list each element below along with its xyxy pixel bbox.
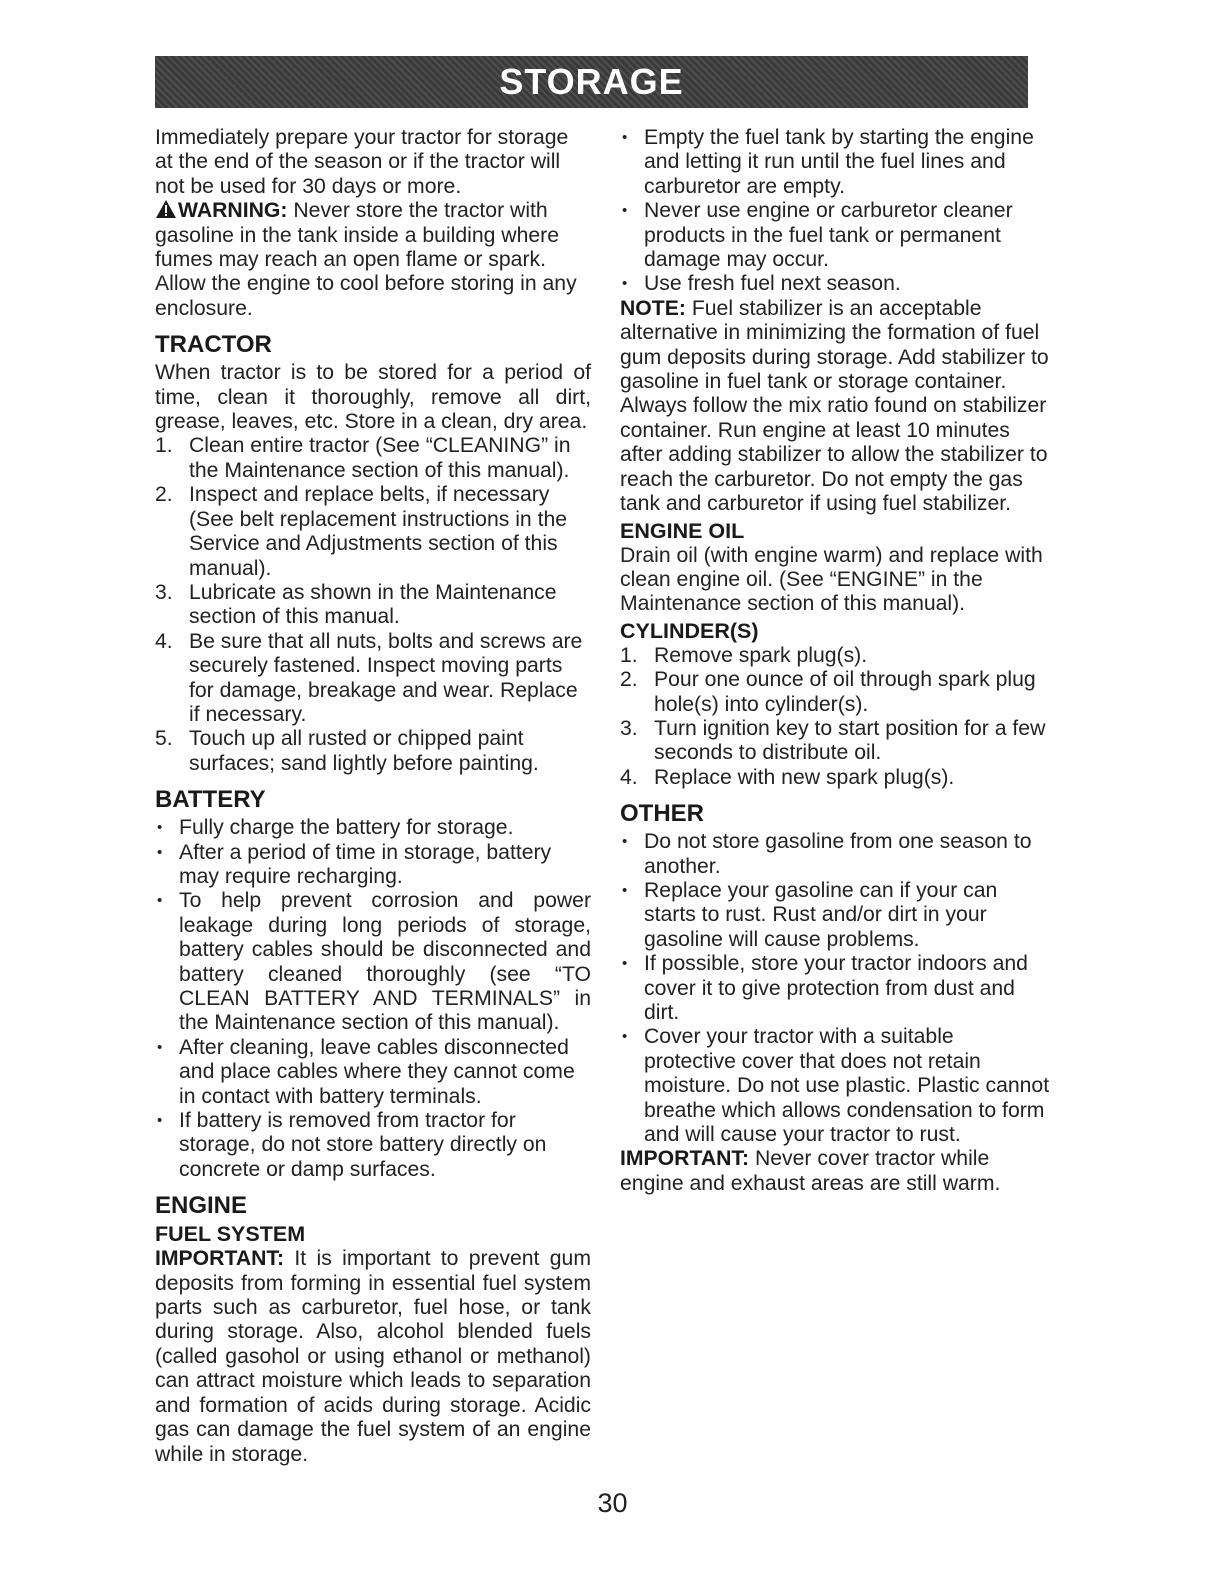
battery-list: [155, 816, 591, 1182]
list-item: • Never use engine or carburetor cleaner products in the fuel tank or permanent damage may occur.: [620, 199, 1050, 272]
page-number: 30: [597, 1488, 628, 1518]
engine-heading: ENGINE: [155, 1192, 248, 1220]
list-item: 2. Pour one ounce of oil through spark plug hole(s) into cylinder(s).: [620, 668, 1036, 716]
other-list: [620, 830, 1050, 1147]
list-item: 4. Be sure that all nuts, bolts and screws are securely fastened. Inspect moving parts for damage, breakage and wear. Replace if necessary.: [155, 629, 583, 726]
intro-paragraph: Immediately prepare your tractor for storage at the end of the season or if the tractor will not be used for 30 days or more.: [155, 126, 569, 198]
right-column: [620, 126, 1050, 1196]
list-item: 2. Inspect and replace belts, if necessary (See belt replacement instructions in the Service and Adjustments section of this manual).: [155, 483, 568, 580]
tractor-paragraph: When tractor is to be stored for a period of time, clean it thoroughly, remove all dirt, grease, leaves, etc. Store in a clean, dry area.: [155, 361, 591, 434]
list-item: 3. Turn ignition key to start position for a few seconds to distribute oil.: [620, 716, 1046, 765]
list-item: 5. Touch up all rusted or chipped paint surfaces; sand lightly before painting.: [155, 727, 539, 775]
list-item: • If possible, store your tractor indoors and cover it to give protection from dust and dirt.: [620, 952, 1050, 1025]
other-heading: OTHER: [620, 800, 704, 828]
engine-important-paragraph: [155, 1247, 591, 1467]
list-item: 4. Replace with new spark plug(s).: [620, 765, 955, 789]
battery-heading: BATTERY: [155, 786, 266, 814]
note-paragraph: [620, 297, 1050, 517]
engine-oil-heading: ENGINE OIL: [620, 518, 745, 543]
warning-paragraph: [155, 199, 591, 321]
warning-text: Never store the tractor with gasoline in the tank inside a building where fumes may reach an open flame or spark. Allow the engine to cool before storing in any enclosure.: [155, 199, 577, 320]
list-item: 1. Clean entire tractor (See “CLEANING” in the Maintenance section of this manual).: [155, 434, 571, 482]
left-column: [155, 126, 591, 1467]
other-important-paragraph: [620, 1147, 1050, 1196]
note-label: NOTE:: [620, 296, 686, 320]
important-text: Never cover tractor while engine and exhaust areas are still warm.: [620, 1147, 1001, 1195]
note-text: Fuel stabilizer is an acceptable alternative in minimizing the formation of fuel gum deposits during storage. Add stabilizer to gasoline in fuel tank or storage container. Always follow the mix ratio found on stabilizer container. Run engine at least 10 minutes after adding stabilizer to allow the stabilizer to reach the carburetor. Do not empty the gas tank and carburetor if using fuel stabilizer.: [620, 296, 1049, 516]
engine-oil-paragraph: Drain oil (with engine warm) and replace with clean engine oil. (See “ENGINE” in the Maintenance section of this manual).: [620, 543, 1043, 616]
list-item: • To help prevent corrosion and power leakage during long periods of storage, battery cables should be disconnected and battery cleaned thoroughly (see “TO CLEAN BATTERY AND TERMINALS” in the Maintenance section of this manual).: [155, 889, 591, 1035]
list-item: • Do not store gasoline from one season to another.: [620, 830, 1050, 879]
warning-label: WARNING:: [178, 199, 288, 223]
tractor-steps: [155, 434, 591, 776]
section-banner: [155, 56, 1028, 108]
list-item: 1. Remove spark plug(s).: [620, 643, 868, 667]
list-item: • Use fresh fuel next season.: [620, 272, 1050, 296]
fuel-system-heading: FUEL SYSTEM: [155, 1222, 306, 1247]
fuel-list: [620, 126, 1050, 297]
list-item: • Empty the fuel tank by starting the engine and letting it run until the fuel lines and carburetor are empty.: [620, 126, 1050, 199]
banner-title: STORAGE: [499, 61, 684, 102]
list-item: • After cleaning, leave cables disconnected and place cables where they cannot come in contact with battery terminals.: [155, 1036, 591, 1109]
list-item: • Replace your gasoline can if your can starts to rust. Rust and/or dirt in your gasoline will cause problems.: [620, 879, 1050, 952]
tractor-heading: TRACTOR: [155, 331, 272, 359]
important-label: IMPORTANT:: [155, 1247, 285, 1271]
warning-icon: [155, 199, 177, 219]
list-item: • Cover your tractor with a suitable protective cover that does not retain moisture. Do not use plastic. Plastic cannot breathe which allows condensation to form and will cause your tractor to rust.: [620, 1025, 1050, 1147]
list-item: 3. Lubricate as shown in the Maintenance section of this manual.: [155, 580, 557, 629]
list-item: • After a period of time in storage, battery may require recharging.: [155, 841, 591, 890]
cylinders-steps: [620, 644, 1050, 790]
list-item: • Fully charge the battery for storage.: [155, 816, 591, 840]
cylinders-heading: CYLINDER(S): [620, 618, 759, 643]
important-label: IMPORTANT:: [620, 1147, 750, 1171]
list-item: • If battery is removed from tractor for storage, do not store battery directly on concrete or damp surfaces.: [155, 1109, 591, 1182]
important-text: It is important to prevent gum deposits from forming in essential fuel system parts such as carburetor, fuel hose, or tank during storage. Also, alcohol blended fuels (called gasohol or using ethanol or methanol) can attract moisture which leads to separation and formation of acids during storage. Acidic gas can damage the fuel system of an engine while in storage.: [155, 1247, 591, 1466]
